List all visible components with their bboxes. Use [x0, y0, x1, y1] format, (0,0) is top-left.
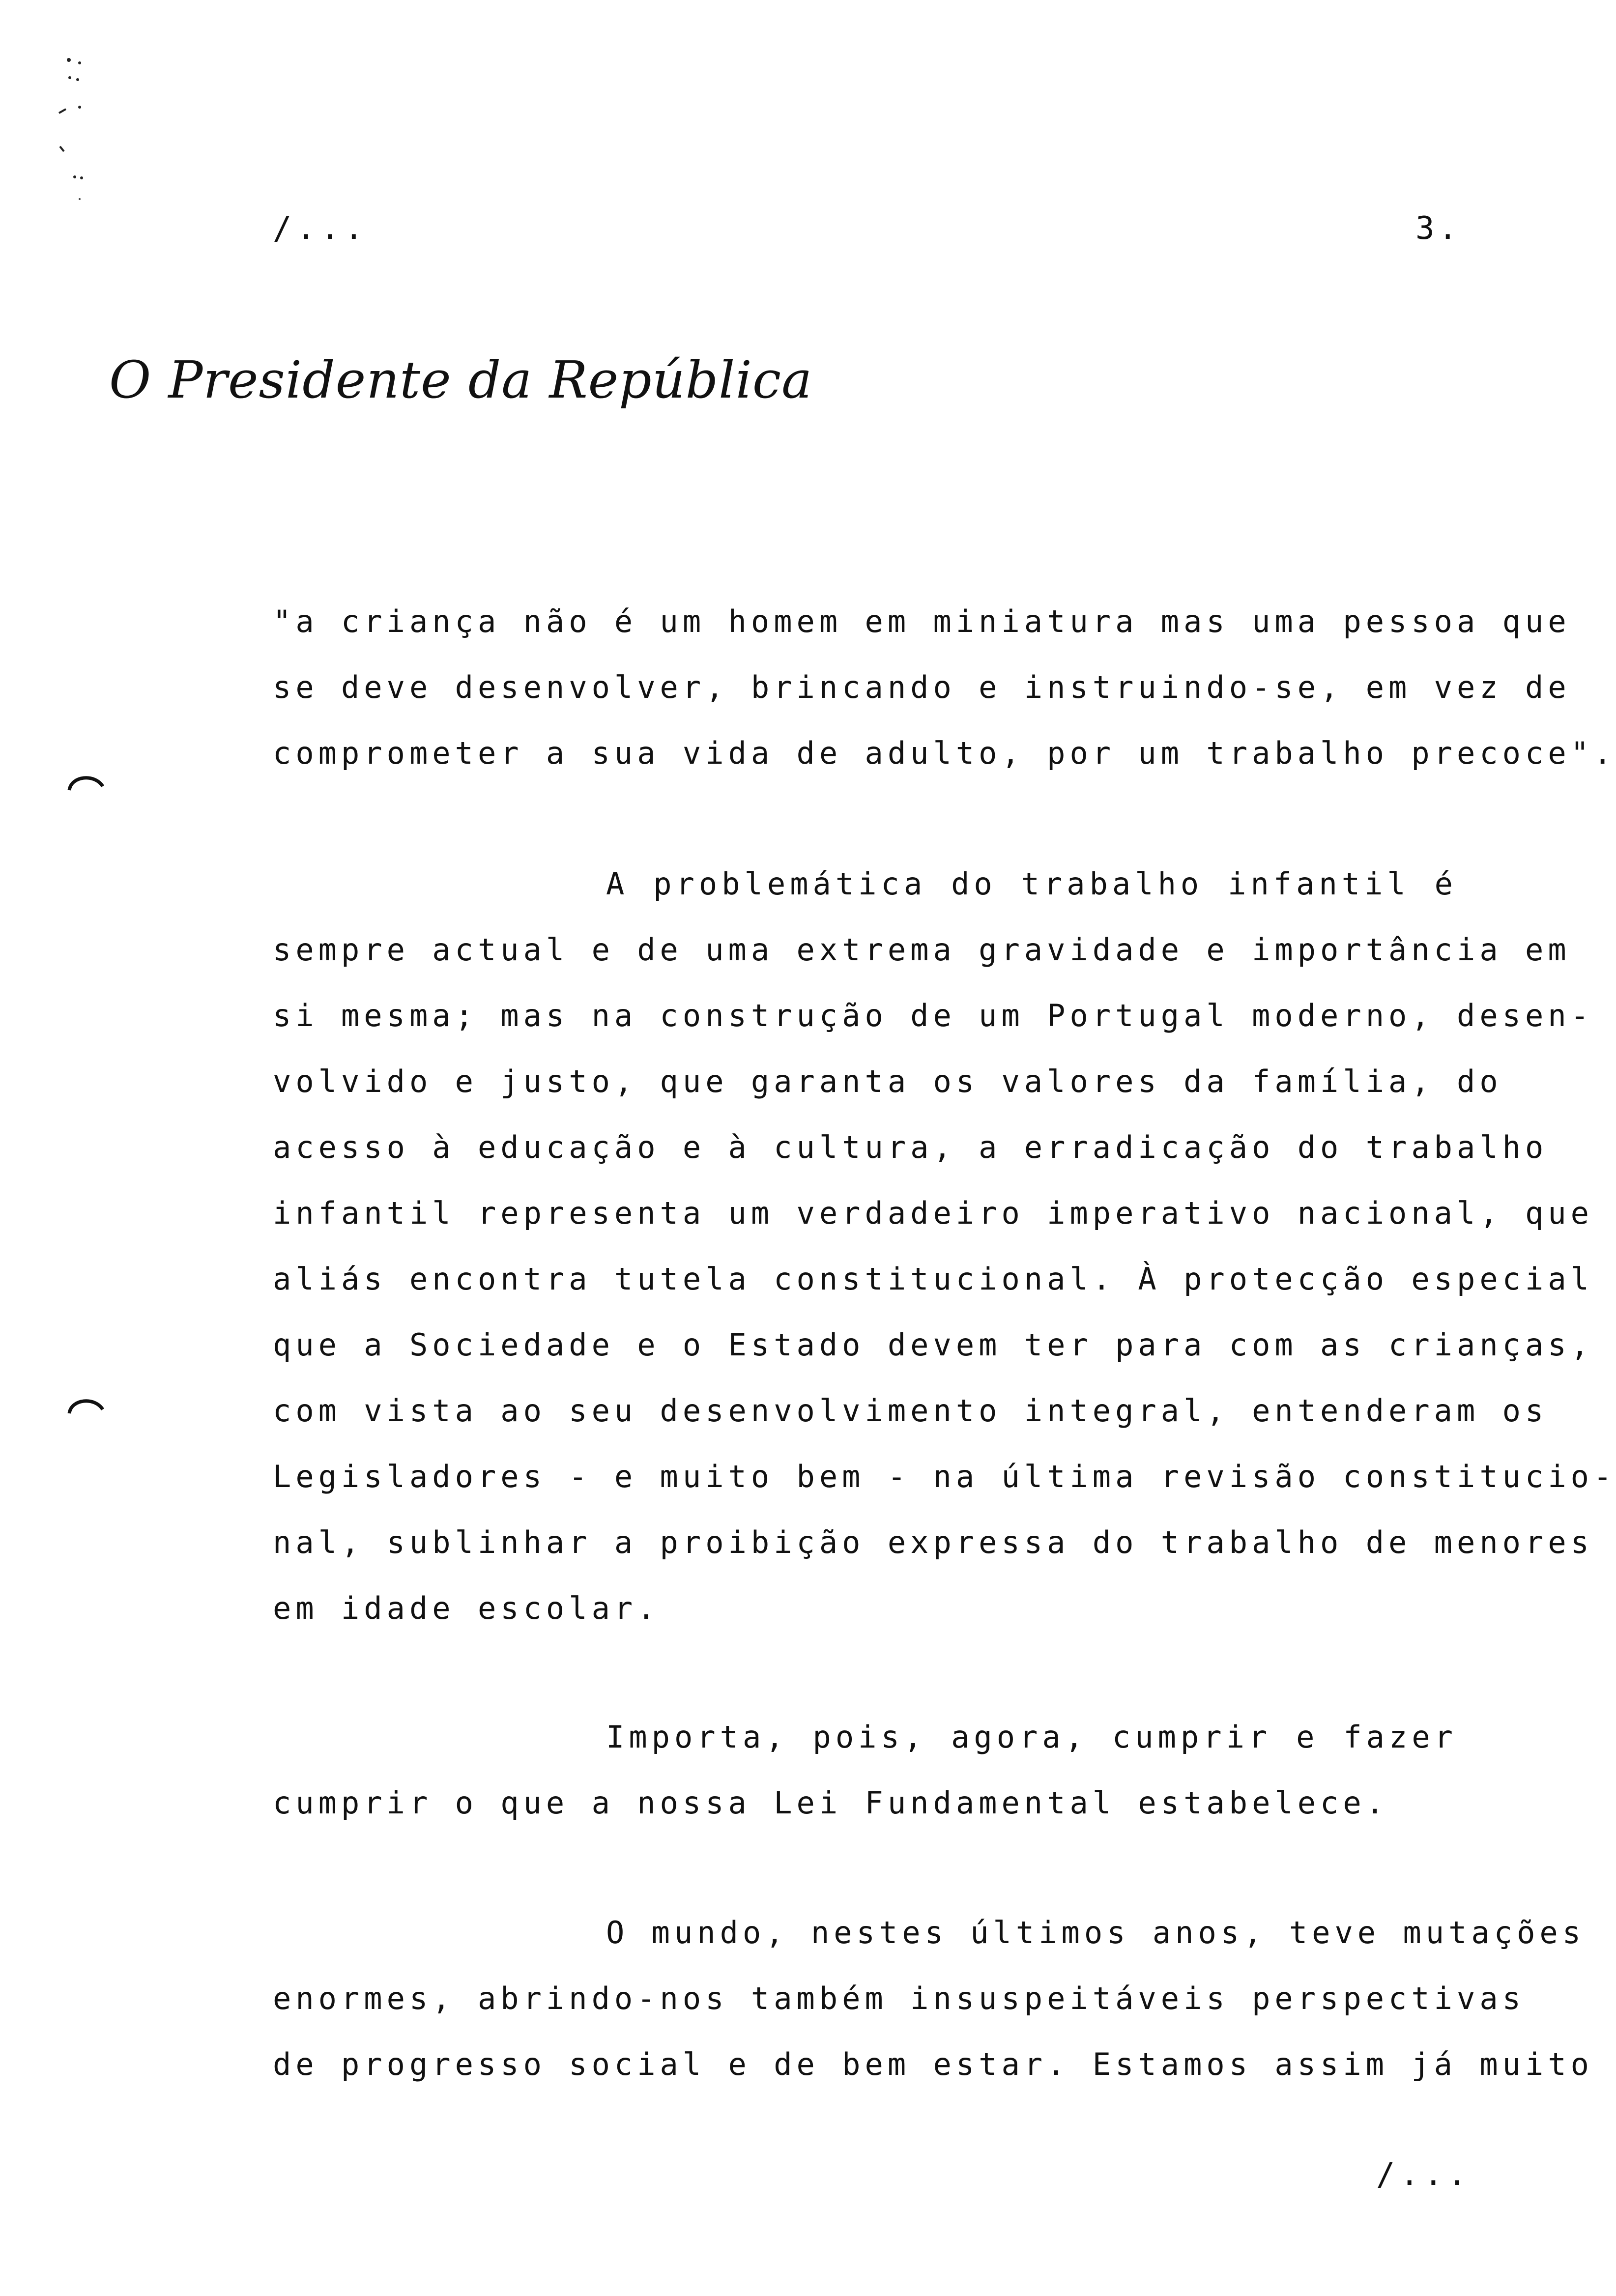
scan-specks [49, 54, 108, 211]
paragraph-importa [273, 1704, 1457, 1836]
text-line: em idade escolar. [273, 1590, 660, 1626]
text-line: si mesma; mas na construção de um Portugal moderno, desen- [273, 998, 1593, 1033]
text-line: volvido e justo, que garanta os valores da família, do [273, 1063, 1502, 1099]
continuation-marker-bottom: /... [1376, 2156, 1472, 2193]
text-line: se deve desenvolver, brincando e instruindo-se, em vez de [273, 669, 1571, 705]
text-line: de progresso social e de bem estar. Estamos assim já muito [273, 2046, 1593, 2082]
page-number: 3. [1415, 210, 1462, 247]
text-line: cumprir o que a nossa Lei Fundamental estabelece. [273, 1785, 1389, 1821]
text-line: que a Sociedade e o Estado devem ter para com as crianças, [273, 1327, 1593, 1363]
text-line: "a criança não é um homem em miniatura mas uma pessoa que [273, 603, 1571, 639]
paragraph-quote [273, 589, 1616, 786]
text-line: aliás encontra tutela constitucional. À protecção especial [273, 1261, 1593, 1297]
text-line: nal, sublinhar a proibição expressa do trabalho de menores [273, 1524, 1593, 1560]
continuation-marker-top: /... [273, 210, 369, 247]
paragraph-problematica [273, 851, 1616, 1641]
text-line: O mundo, nestes últimos anos, teve mutações [606, 1915, 1586, 1951]
text-line: A problemática do trabalho infantil é [606, 866, 1457, 902]
punch-hole-upper [66, 772, 106, 791]
paragraph-mundo [273, 1900, 1593, 2097]
text-line: infantil representa um verdadeiro imperativo nacional, que [273, 1195, 1593, 1231]
text-line: enormes, abrindo-nos também insuspeitáveis perspectivas [273, 1980, 1525, 2016]
letterhead-script: O Presidente da República [109, 350, 813, 410]
text-line: sempre actual e de uma extrema gravidade e importância em [273, 932, 1571, 968]
text-line: Legisladores - e muito bem - na última revisão constitucio- [273, 1459, 1616, 1494]
text-line: acesso à educação e à cultura, a erradicação do trabalho [273, 1129, 1548, 1165]
text-line: Importa, pois, agora, cumprir e fazer [606, 1719, 1457, 1755]
punch-hole-lower [66, 1395, 106, 1414]
text-line: comprometer a sua vida de adulto, por um trabalho precoce". [273, 735, 1616, 771]
text-line: com vista ao seu desenvolvimento integral, entenderam os [273, 1393, 1548, 1429]
